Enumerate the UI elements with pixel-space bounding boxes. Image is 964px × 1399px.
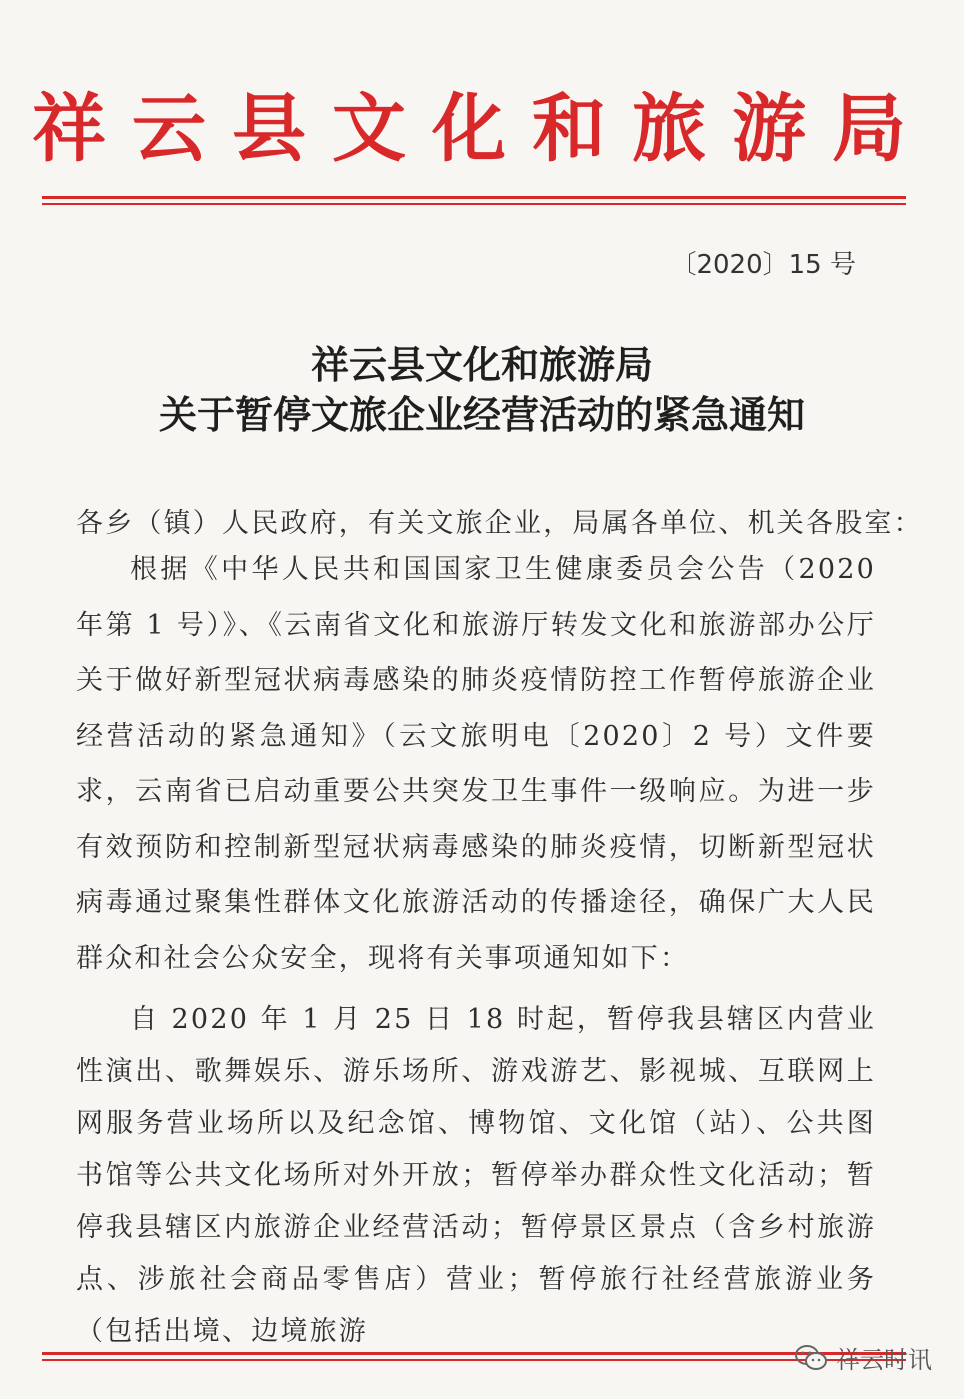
document-number: 〔2020〕15 号 [670,250,856,280]
footer-rule-top [42,1352,906,1355]
wechat-icon [794,1344,828,1372]
footer-rule-bottom [42,1359,906,1361]
notice-title-line2: 关于暂停文旅企业经营活动的紧急通知 [158,392,805,437]
body-paragraph-2: 自 2020 年 1 月 25 日 18 时起，暂停我县辖区内营业性演出、歌舞娱乐、游乐场所、游戏游艺、影视城、互联网上网服务营业场所以及纪念馆、博物馆、文化馆（站）、公共图书馆等公共文化场所对外开放；暂停举办群众性文化活动；暂停我县辖区内旅游企业经营活动；暂停景区景点（含乡村旅游点、涉旅社会商品零售店）营业；暂停旅行社经营旅游业务（包括出境、边境旅游 [76,1004,876,1347]
header-rule-top [42,196,906,199]
header-org-name: 祥云县文化和旅游局 [32,86,932,172]
salutation: 各乡（镇）人民政府，有关文旅企业，局属各单位、机关各股室： [76,508,923,539]
body-paragraph-1: 根据《中华人民共和国国家卫生健康委员会公告（2020 年第 1 号）》、《云南省文化和旅游厅转发文化和旅游部办公厅关于做好新型冠状病毒感染的肺炎疫情防控工作暂停旅游企业经营活动的紧急通知》（云文旅明电〔2020〕2 号）文件要求，云南省已启动重要公共突发卫生事件一级响应。为进一步有效预防和控制新型冠状病毒感染的肺炎疫情，切断新型冠状病毒通过聚集性群体文化旅游活动的传播途径，确保广大人民群众和社会公众安全，现将有关事项通知如下： [76,554,876,974]
watermark-account: 祥云时讯 [836,1346,932,1374]
notice-title-line1: 祥云县文化和旅游局 [310,342,653,387]
watermark [794,1340,932,1375]
header-rule-bottom [42,203,906,205]
